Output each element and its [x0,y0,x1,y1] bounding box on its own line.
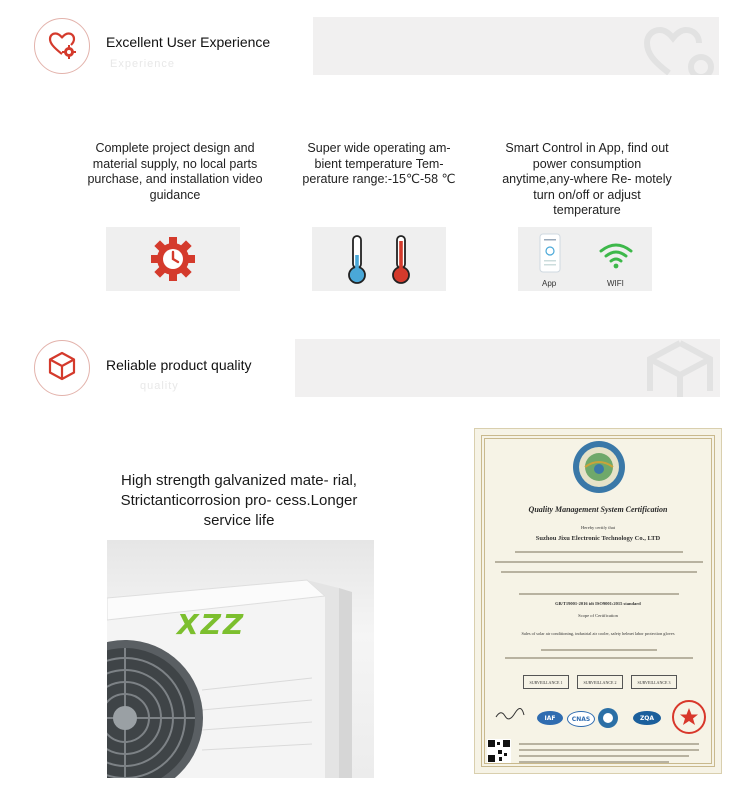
gear-clock-icon [149,235,197,288]
surveillance-box-2: SURVEILLANCE 2 [577,675,623,689]
fine-print-line [519,743,699,745]
fine-print-line [519,749,699,751]
surveillance-box-3: SURVEILLANCE 3 [631,675,677,689]
feature-text-temperature: Super wide operating am- bient temperature Tem- perature range:-15℃-58 ℃ [302,141,456,186]
qr-code-icon [487,739,511,768]
certificate-image [474,428,722,774]
app-label: App [542,279,557,288]
thermometer-icon [344,233,414,292]
cnas-logo: CNAS [567,711,595,727]
fine-print-line [501,571,697,573]
cert-seal-icon [597,707,619,734]
signature-icon [495,707,525,726]
feature-text-project: Complete project design and material supply, no local parts purchase, and installation video guidance [87,141,263,202]
section-band [313,17,719,75]
section-title-quality: Reliable product quality [106,357,252,373]
quality-badge [34,340,90,396]
experience-badge [34,18,90,74]
heart-gear-watermark-icon [629,17,719,80]
certificate-company: Suzhou Jixu Electronic Technology Co., LTD [535,535,661,542]
section-ghost-text: Experience [110,58,176,70]
feature-box-thermometer [312,227,446,291]
red-stamp-icon [671,699,707,740]
brand-logo: XZZ [177,608,246,641]
feature-box-app-wifi [518,227,652,291]
fine-print-line [515,551,683,553]
wifi-icon [598,241,634,274]
feature-box-gear [106,227,240,291]
product-image [107,540,374,778]
fine-print-line [519,761,669,763]
feature-text-smart-control: Smart Control in App, find out power consumption anytime,any-where Re- motely turn on/off or adjust temperature [502,141,672,217]
cube-watermark-icon [636,339,720,402]
certificate-scope-heading: Scope of Certification [578,613,618,618]
product-description: High strength galvanized mate- rial, Strictanticorrosion pro- cess.Longer service life [120,472,358,529]
certificate-emblem-icon [571,439,627,500]
section-band-quality [295,339,720,397]
fine-print-line [519,755,689,757]
iaf-logo: IAF [537,711,563,725]
certificate-standard: GB/T19001-2016 idt ISO9001:2015 standard [555,601,641,606]
phone-app-icon [538,233,562,278]
certificate-certify-line: Hereby certify that [581,525,615,530]
cube-icon [46,350,78,387]
certificate-scope: Sales of solar air conditioning, industrial air cooler, safety helmet labor protection gloves [521,631,675,636]
fine-print-line [541,649,657,651]
zqa-logo: ZQA [633,711,661,725]
heart-gear-icon [45,27,79,66]
section-ghost-text-quality: quality [140,380,179,392]
section-title-experience: Excellent User Experience [106,34,271,50]
fine-print-line [519,593,679,595]
surveillance-box-1: SURVEILLANCE 1 [523,675,569,689]
fine-print-line [505,657,693,659]
wifi-label: WIFI [607,279,624,288]
fine-print-line [495,561,703,563]
certificate-title: Quality Management System Certification [528,505,668,514]
